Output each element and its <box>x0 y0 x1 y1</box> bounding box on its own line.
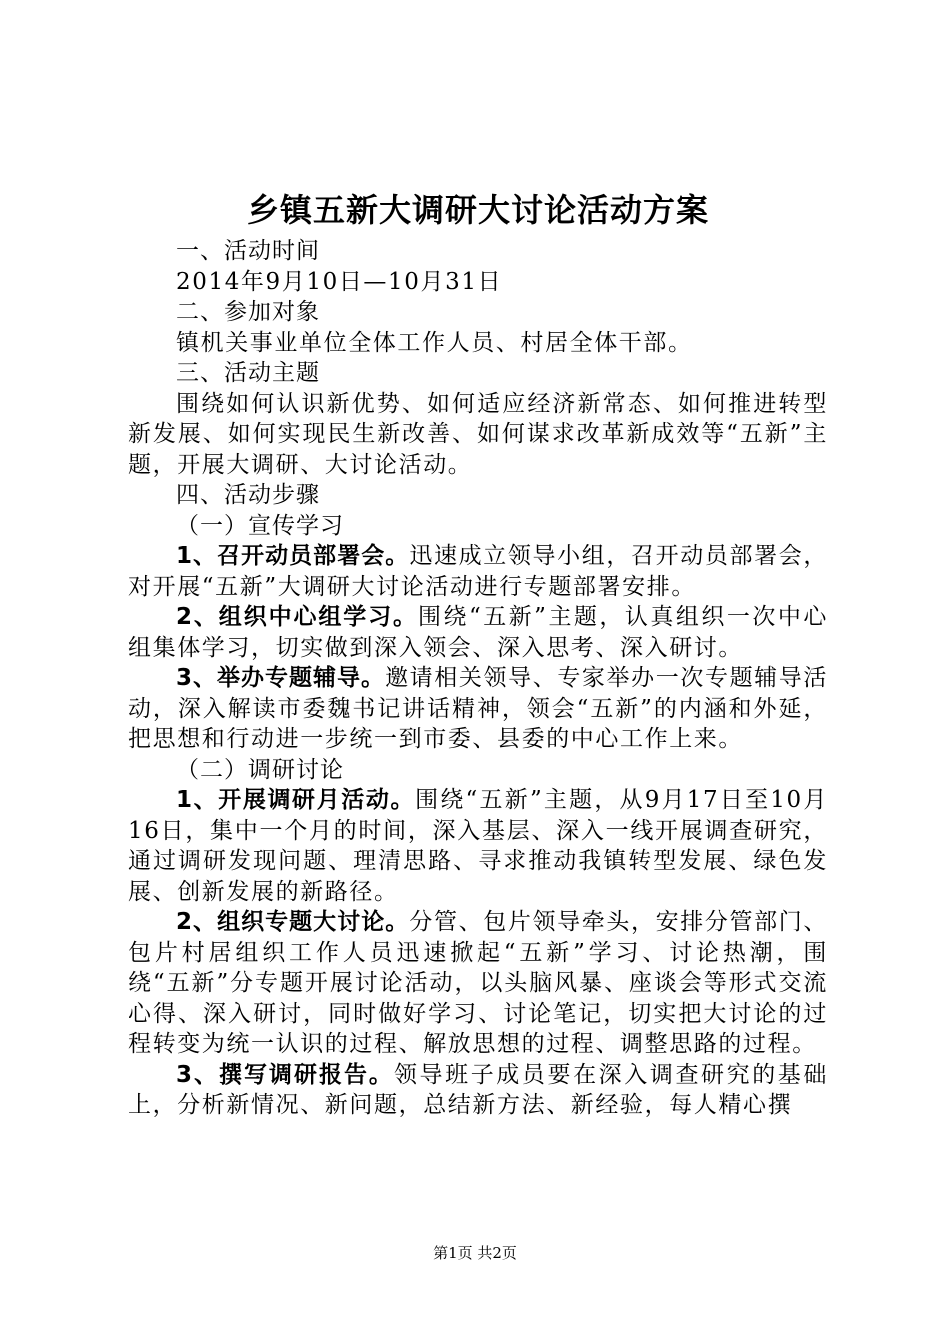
step-item-6-lead: 3、撰写调研报告。 <box>176 1061 394 1088</box>
step-item-5-lead: 2、组织专题大讨论。 <box>176 909 410 935</box>
step-item-4 <box>128 785 828 907</box>
step-item-1-lead: 1、召开动员部署会。 <box>176 543 410 569</box>
section-heading-participants: 二、参加对象 <box>176 299 320 325</box>
section-heading-time: 一、活动时间 <box>176 238 320 264</box>
step-item-2-text: 围绕“五新”主题，认真组织一次中心组集体学习，切实做到深入领会、深入思考、深入研讨。 <box>128 604 828 661</box>
subsection-heading-research: （二）调研讨论 <box>176 756 344 783</box>
step-item-4-text: 围绕“五新”主题，从9月17日至10月16日，集中一个月的时间，深入基层、深入一线开展调查研究，通过调研发现问题、理清思路、寻求推动我镇转型发展、绿色发展、创新发展的新路径。 <box>128 787 828 905</box>
step-item-3 <box>128 663 828 755</box>
section-heading-steps: 四、活动步骤 <box>176 482 320 508</box>
document-page <box>128 186 828 1121</box>
page-footer: 第1页 共2页 <box>433 1244 517 1262</box>
step-item-1-text: 迅速成立领导小组，召开动员部署会，对开展“五新”大调研大讨论活动进行专题部署安排。 <box>128 543 828 600</box>
document-title: 乡镇五新大调研大讨论活动方案 <box>246 191 709 229</box>
step-item-6 <box>128 1060 828 1121</box>
step-item-2 <box>128 602 828 663</box>
section-text-theme: 围绕如何认识新优势、如何适应经济新常态、如何推进转型新发展、如何实现民生新改善、如何谋求改革新成效等“五新”主题，开展大调研、大讨论活动。 <box>128 390 828 478</box>
step-item-2-lead: 2、组织中心组学习。 <box>176 604 418 630</box>
step-item-3-lead: 3、举办专题辅导。 <box>176 665 386 691</box>
section-text-participants: 镇机关事业单位全体工作人员、村居全体干部。 <box>176 329 693 356</box>
section-text-time: 2014年9月10日—10月31日 <box>176 268 503 295</box>
section-heading-theme: 三、活动主题 <box>176 360 320 386</box>
step-item-1 <box>128 541 828 602</box>
step-item-5 <box>128 907 828 1060</box>
step-item-6-text: 领导班子成员要在深入调查研究的基础上，分析新情况、新问题，总结新方法、新经验，每人精心撰 <box>128 1061 828 1118</box>
subsection-heading-publicity: （一）宣传学习 <box>176 512 344 539</box>
step-item-4-lead: 1、开展调研月活动。 <box>176 787 416 813</box>
step-item-3-text: 邀请相关领导、专家举办一次专题辅导活动，深入解读市委魏书记讲话精神，领会“五新”的内涵和外延，把思想和行动进一步统一到市委、县委的中心工作上来。 <box>128 665 828 752</box>
step-item-5-text: 分管、包片领导牵头，安排分管部门、包片村居组织工作人员迅速掀起“五新”学习、讨论热潮，围绕“五新”分专题开展讨论活动，以头脑风暴、座谈会等形式交流心得、深入研讨，同时做好学习、讨论笔记，切实把大讨论的过程转变为统一认识的过程、解放思想的过程、调整思路的过程。 <box>128 909 828 1057</box>
